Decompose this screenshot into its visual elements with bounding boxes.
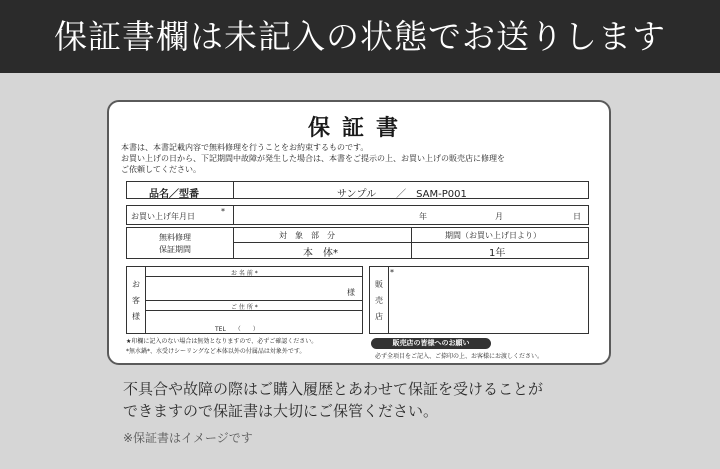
day-label: 日: [573, 212, 581, 221]
free-repair-label-1: 無料修理: [159, 233, 191, 242]
dealer-notice-text: 必ず全項目をご記入、ご捺印の上、お客様にお渡しください。: [375, 353, 544, 360]
intro-line-1: 本書は、本書記載内容で無料修理を行うことをお約束するものです。: [121, 143, 369, 152]
month-label: 月: [495, 212, 503, 221]
period-value: 1年: [489, 248, 506, 259]
product-row: [126, 181, 589, 199]
customer-label-1: お: [132, 280, 140, 289]
dealer-notice-title: 販売店の皆様へのお願い: [371, 338, 491, 349]
customer-box: [126, 266, 363, 334]
note-2: *無水鍋*、水受けシーリングなど本体以外の付属品は対象外です。: [126, 348, 306, 355]
warranty-period-table: [126, 227, 589, 259]
image-note: ※保証書はイメージです: [123, 431, 253, 445]
target-part-value: 本 体*: [303, 248, 338, 259]
name-label: お 名 前 *: [231, 270, 258, 277]
intro-line-3: ご依頼してください。: [121, 165, 201, 174]
caption-text: [123, 378, 543, 422]
customer-label-3: 様: [132, 312, 140, 321]
caption-line-1: 不具合や故障の際はご購入履歴とあわせて保証を受けることが: [123, 380, 544, 398]
note-1: ★印欄に記入のない場合は無効となりますので、必ずご確認ください。: [126, 338, 318, 345]
dealer-box: [369, 266, 589, 334]
intro-line-2: お買い上げの日から、下記期間中故障が発生した場合は、本書をご提示の上、お買い上げの販売店に修理を: [121, 154, 505, 163]
caption-line-2: できますので保証書は大切にご保管ください。: [123, 402, 439, 420]
dealer-label-1: 販: [375, 280, 383, 289]
product-value: サンプル ／ SAM-P001: [337, 189, 467, 200]
purchase-date-row: [126, 205, 589, 225]
header-banner: [0, 0, 720, 73]
customer-label-2: 客: [132, 296, 140, 305]
header-title: 保証書欄は未記入の状態でお送りします: [54, 17, 666, 56]
dealer-label-2: 売: [375, 296, 383, 305]
dealer-asterisk: *: [390, 268, 394, 277]
purchase-date-label: お買い上げ年月日: [131, 212, 195, 221]
honorific: 様: [347, 288, 355, 297]
product-label: 品名／型番: [149, 189, 199, 200]
purchase-date-asterisk: *: [221, 207, 225, 216]
free-repair-label-2: 保証期間: [159, 245, 191, 254]
warranty-title: 保証書: [307, 116, 410, 141]
year-label: 年: [419, 212, 427, 221]
target-part-header: 対 象 部 分: [279, 231, 335, 240]
tel-label: TEL （ ）: [215, 326, 259, 333]
period-header: 期間（お買い上げ日より）: [445, 231, 541, 240]
dealer-label-3: 店: [375, 312, 383, 321]
address-label: ご 住 所 *: [231, 304, 258, 311]
warranty-intro: [121, 142, 601, 175]
